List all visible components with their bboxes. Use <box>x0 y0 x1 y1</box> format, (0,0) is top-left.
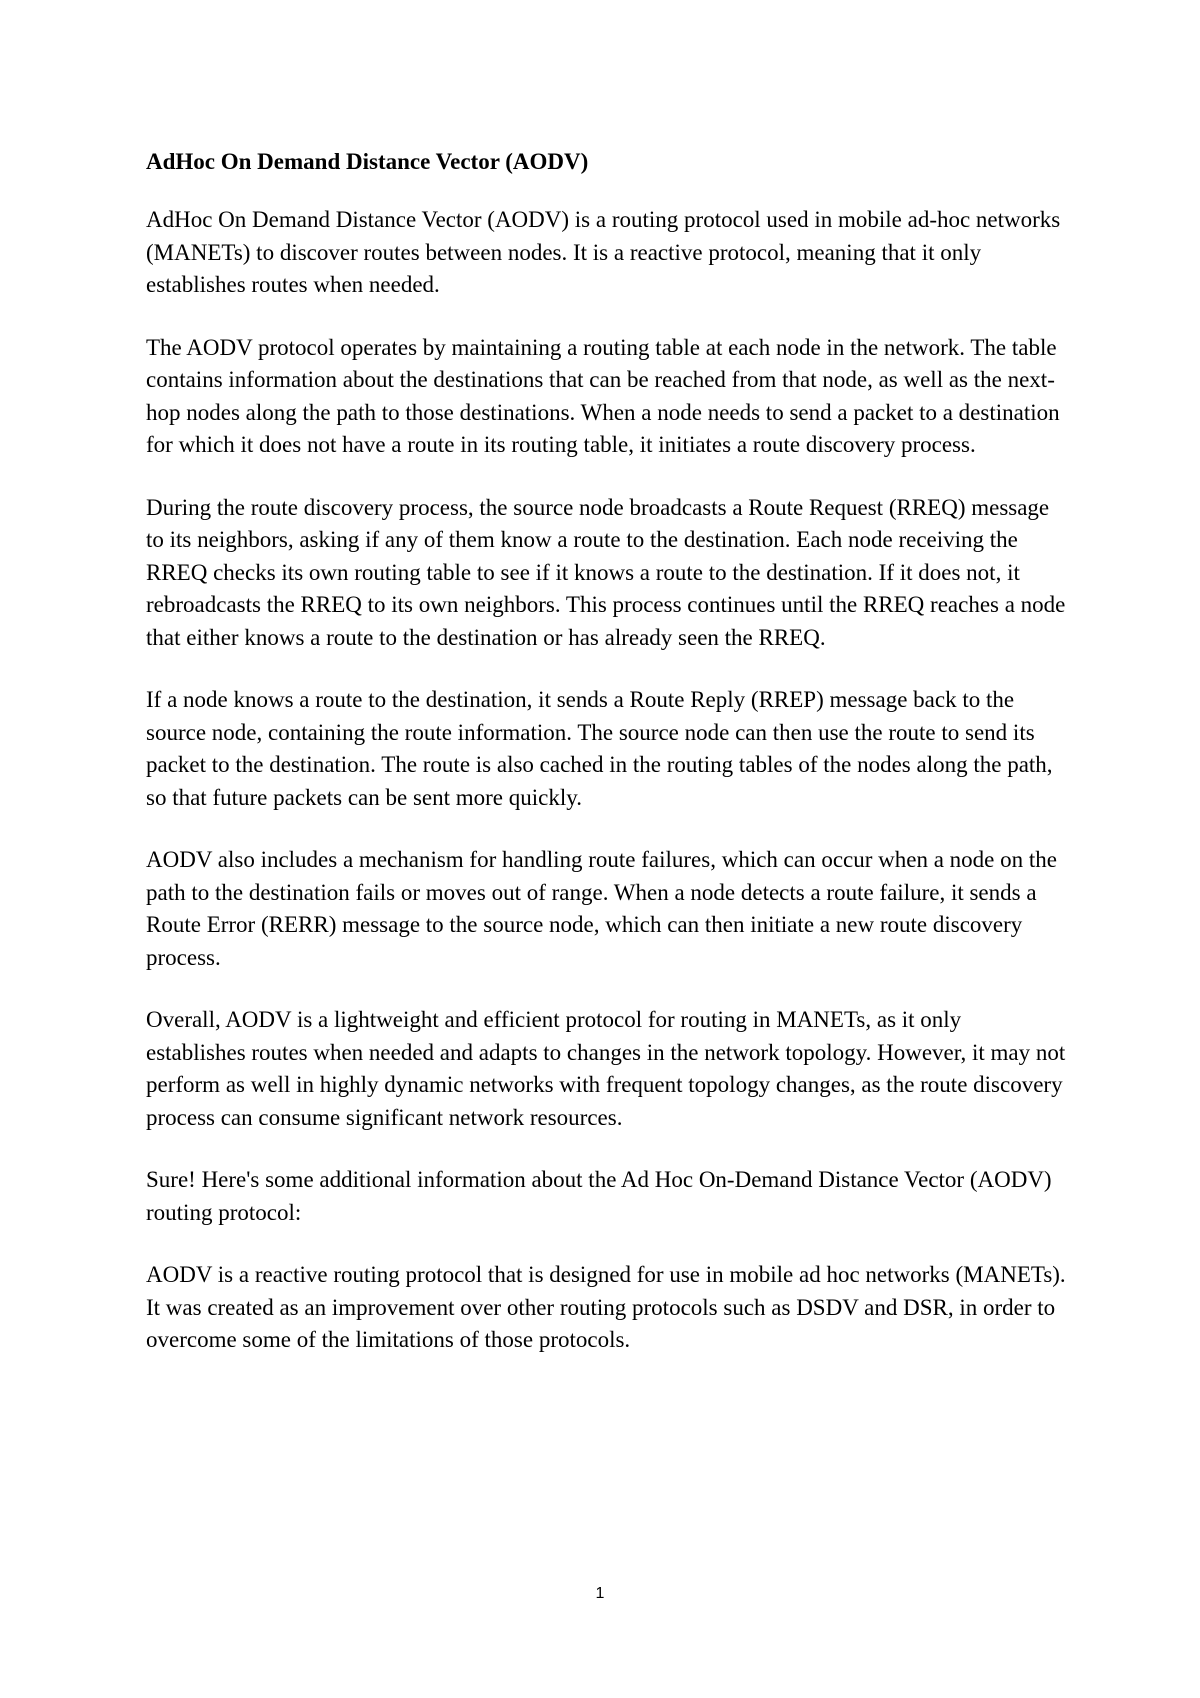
paragraph-route-reply: If a node knows a route to the destination, it sends a Route Reply (RREP) message back to the source node, containing the route information. The source node can then use the route to send its packet to the destination. The route is also cached in the routing tables of the nodes along the path, so that future packets can be sent more quickly. <box>146 687 1053 810</box>
document-title: AdHoc On Demand Distance Vector (AODV) <box>146 149 589 174</box>
paragraph-overall: Overall, AODV is a lightweight and efficient protocol for routing in MANETs, as it only establishes routes when needed and adapts to changes in the network topology. However, it may not perform as well in highly dynamic networks with frequent topology changes, as the route discovery process can consume significant network resources. <box>146 1007 1066 1130</box>
page-number: 1 <box>595 1585 605 1602</box>
paragraph-reactive-protocol: AODV is a reactive routing protocol that is designed for use in mobile ad hoc networks (MANETs). It was created as an improvement over other routing protocols such as DSDV and DSR, in order to overcome some of the limitations of those protocols. <box>146 1262 1066 1352</box>
paragraph-route-discovery: During the route discovery process, the source node broadcasts a Route Request (RREQ) message to its neighbors, asking if any of them know a route to the destination. Each node receiving the RREQ checks its own routing table to see if it knows a route to the destination. If it does not, it rebroadcasts the RREQ to its own neighbors. This process continues until the RREQ reaches a node that either knows a route to the destination or has already seen the RREQ. <box>146 494 1066 650</box>
paragraph-additional-info: Sure! Here's some additional information about the Ad Hoc On-Demand Distance Vector (AODV) routing protocol: <box>146 1167 1052 1225</box>
document-body <box>146 146 1066 1387</box>
paragraph-route-failure: AODV also includes a mechanism for handling route failures, which can occur when a node on the path to the destination fails or moves out of range. When a node detects a route failure, it sends a Route Error (RERR) message to the source node, which can then initiate a new route discovery process. <box>146 847 1057 970</box>
paragraph-routing-table: The AODV protocol operates by maintaining a routing table at each node in the network. The table contains information about the destinations that can be reached from that node, as well as the next-hop nodes along the path to those destinations. When a node needs to send a packet to a destination for which it does not have a route in its routing table, it initiates a route discovery process. <box>146 334 1060 457</box>
paragraph-intro: AdHoc On Demand Distance Vector (AODV) is a routing protocol used in mobile ad-hoc networks (MANETs) to discover routes between nodes. It is a reactive protocol, meaning that it only establishes routes when needed. <box>146 207 1061 297</box>
